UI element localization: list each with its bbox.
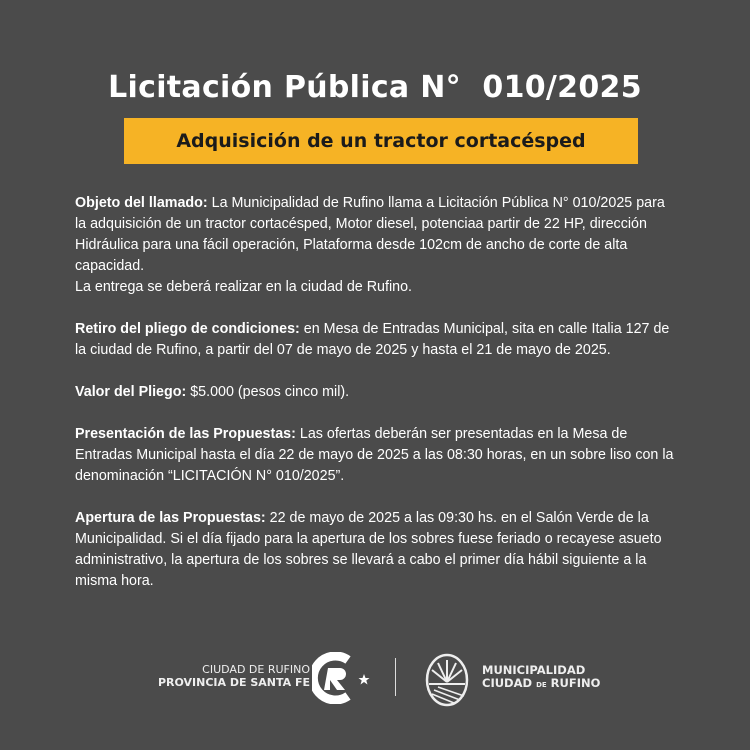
section-text: en Mesa de Entradas Municipal, sita en calle Italia 127 de la ciudad de Rufino, a partir del 07 de mayo de 2025 y hasta el 21 de mayo de 2025.	[75, 321, 670, 358]
section-valor	[75, 382, 677, 403]
section-extra: La entrega se deberá realizar en la ciudad de Rufino.	[75, 279, 412, 295]
muni-line2-ciudad: CIUDAD	[482, 676, 537, 690]
section-label: Presentación de las Propuestas:	[75, 426, 296, 442]
muni-line2-rufino: RUFINO	[546, 676, 601, 690]
page-title: Licitación Pública N° 010/2025	[108, 70, 642, 105]
city-line1: CIUDAD DE RUFINO	[202, 663, 310, 676]
section-presentacion	[75, 424, 677, 487]
subtitle-banner	[124, 118, 638, 164]
section-retiro	[75, 319, 677, 361]
footer-logos	[0, 648, 750, 708]
section-label: Apertura de las Propuestas:	[75, 510, 266, 526]
muni-line2-de: DE	[536, 681, 547, 689]
section-apertura	[75, 508, 677, 592]
muni-line1: MUNICIPALIDAD	[482, 663, 586, 677]
city-text	[158, 663, 310, 689]
section-label: Objeto del llamado:	[75, 195, 208, 211]
muni-line2	[482, 677, 600, 692]
municipal-seal-icon	[424, 652, 470, 708]
body-text	[75, 193, 677, 613]
logo-divider	[395, 658, 396, 696]
municipality-text	[482, 664, 600, 692]
section-text: $5.000 (pesos cinco mil).	[186, 384, 350, 400]
section-label: Retiro del pliego de condiciones:	[75, 321, 300, 337]
subtitle: Adquisición de un tractor cortacésped	[176, 130, 586, 152]
section-label: Valor del Pliego:	[75, 384, 187, 400]
section-text: Las ofertas deberán ser presentadas en la Mesa de Entradas Municipal hasta el día 22 de mayo de 2025 a las 08:30 horas, en un sobre liso con la denominación “LICITACIÓN N° 010/2025”.	[75, 426, 674, 484]
section-text: La Municipalidad de Rufino llama a Licitación Pública N° 010/2025 para la adquisición de un tractor cortacésped, Motor diesel, potenciaa partir de 22 HP, dirección Hidráulica para una fácil operación, Plataforma desde 102cm de ancho de corte de alta capacidad.	[75, 195, 665, 274]
section-text: 22 de mayo de 2025 a las 09:30 hs. en el Salón Verde de la Municipalidad. Si el día fijado para la apertura de los sobres fuese feriado o recayese asueto administrativo, la apertura de los sobres se llevará a cabo el primer día hábil siguiente a la misma hora.	[75, 510, 662, 589]
city-line2: PROVINCIA DE SANTA FE	[157, 676, 310, 689]
section-objeto	[75, 193, 677, 298]
city-cr-logo-icon	[312, 652, 374, 704]
